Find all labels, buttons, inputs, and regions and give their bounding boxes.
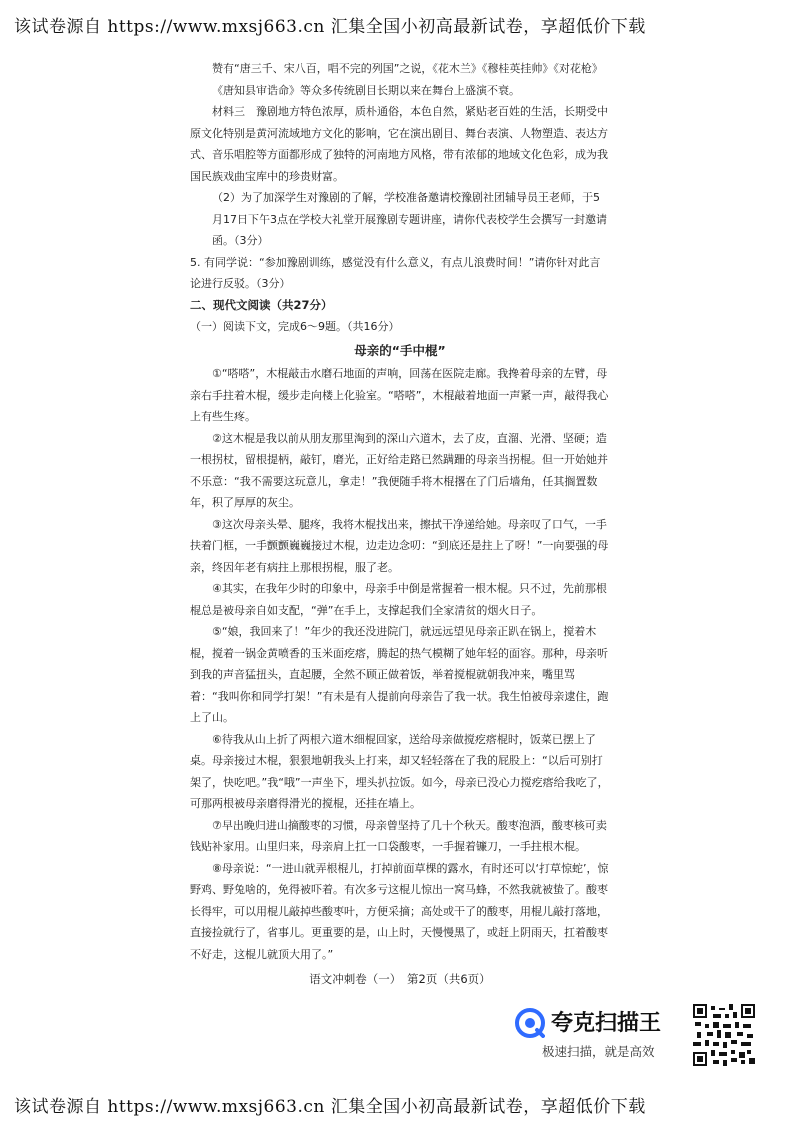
page-footer: 语文冲刺卷（一） 第2页（共6页） — [309, 972, 491, 986]
paragraph: ⑥待我从山上折了两根六道木细棍回家，送给母亲做搅疙瘩棍时，饭菜已摆上了桌。母亲接过木棍，狠狠地朝我头上打来，却又轻轻落在了我的屁股上：“以后可别打架了，快吃吧。”我“哦”一声坐下，埋头扒拉饭。如今，母亲已没心力搅疙瘩给我吃了，可那两根被母亲磨得滑光的搅棍，还挂在墙上。 — [190, 732, 609, 810]
paragraph: ③这次母亲头晕、腿疼，我将木棍找出来，擦拭干净递给她。母亲叹了口气，一手扶着门框，一手颤颤巍巍接过木棍，边走边念叨：“到底还是拄上了呀！”一向要强的母亲，终因年老有病拄上那根拐棍，服了老。 — [190, 517, 609, 574]
question-4-2: （2）为了加深学生对豫剧的了解，学校准备邀请校豫剧社团辅导员王老师，于5月17日下午3点在学校大礼堂开展豫剧专题讲座，请你代表校学生会撰写一封邀请函。（3分） — [212, 191, 607, 247]
scanned-page — [190, 58, 610, 986]
article-title: 母亲的“手中棍” — [354, 342, 446, 358]
paragraph: ④其实，在我年少时的印象中，母亲手中倒是常握着一根木棍。只不过，先前那根棍总是被母亲自如支配，“弹”在手上，支撑起我们全家清贫的烟火日子。 — [190, 582, 607, 617]
paragraph: ②这木棍是我以前从朋友那里淘到的深山六道木，去了皮，直溜、光滑、坚硬；造一根拐杖，留根提柄，敲钉，磨光，正好给走路已然蹒跚的母亲当拐棍。但一开始她并不乐意：“我不需要这玩意儿，拿走！”我便随手将木棍撂在了门后墙角，任其搁置数年，积了厚厚的灰尘。 — [190, 431, 608, 509]
source-banner-bottom: 该试卷源自 https://www.mxsj663.cn 汇集全国小初高最新试卷，享超低价下载 — [14, 1097, 646, 1117]
source-banner-top: 该试卷源自 https://www.mxsj663.cn 汇集全国小初高最新试卷，享超低价下载 — [14, 17, 646, 37]
material2-tail: 赞有“唐三千、宋八百，唱不完的列国”之说，《花木兰》《穆桂英挂帅》《对花枪》《唐知县审诰命》等众多传统剧目长期以来在舞台上盛演不衰。 — [212, 62, 603, 97]
question-5: 5. 有同学说：“参加豫剧训练，感觉没有什么意义，有点儿浪费时间！”请你针对此言论进行反驳。（3分） — [190, 255, 601, 290]
section-heading: 二、现代文阅读（共27分） — [190, 297, 333, 312]
paragraph: ①“嗒嗒”，木棍敲击水磨石地面的声响，回荡在医院走廊。我搀着母亲的左臂，母亲右手拄着木棍，缓步走向楼上化验室。“嗒嗒”，木棍敲着地面一声紧一声，敲得我心上有些生疼。 — [190, 367, 609, 423]
logo-name: 夸克扫描王 — [551, 1011, 662, 1036]
scanner-watermark — [515, 1006, 680, 1068]
paragraph: ⑤“娘，我回来了！”年少的我还没进院门，就远远望见母亲正趴在锅上，搅着木棍，搅着一锅金黄喷香的玉米面疙瘩，腾起的热气模糊了她年轻的面容。那种，母亲听到我的声音猛扭头，直起腰，全然不顾正做着饭，举着搅棍就朝我冲来，嘴里骂着：“我叫你和同学打架！”有未是有人提前向母亲告了我一状。我生怕被母亲逮住，跑上了山。 — [190, 625, 609, 724]
qr-code-icon — [693, 1004, 755, 1066]
quark-logo-icon — [515, 1008, 545, 1038]
paragraph: ⑧母亲说：“一进山就弄根棍儿，打掉前面草棵的露水，有时还可以‘打草惊蛇’，惊野鸡、野兔啥的，免得被吓着。有次多亏这棍儿惊出一窝马蜂，不然我就被蛰了。酸枣长得牢，可以用棍儿敲掉些酸枣叶，方便采摘；高处或干了的酸枣，用棍儿敲打落地，直接捡就行了，省事儿。更重要的是，山上时，天慢慢黑了，或赶上阴雨天，扛着酸枣不好走，这棍儿就顶大用了。” — [190, 861, 609, 961]
material3: 材料三 豫剧地方特色浓厚，质朴通俗，本色自然，紧贴老百姓的生活，长期受中原文化特别是黄河流域地方文化的影响，它在演出剧目、舞台表演、人物塑造、表达方式、音乐唱腔等方面都形成了独特的河南地方风格，带有浓郁的地域文化色彩，成为我国民族戏曲宝库中的珍贵财富。 — [190, 105, 608, 183]
subsection-heading: （一）阅读下文，完成6～9题。（共16分） — [190, 320, 400, 333]
logo-slogan: 极速扫描，就是高效 — [542, 1044, 655, 1059]
paragraph: ⑦早出晚归进山摘酸枣的习惯，母亲曾坚持了几十个秋天。酸枣泡酒，酸枣核可卖钱贴补家用。山里归来，母亲肩上扛一口袋酸枣，一手握着镰刀，一手拄根木棍。 — [190, 818, 607, 853]
